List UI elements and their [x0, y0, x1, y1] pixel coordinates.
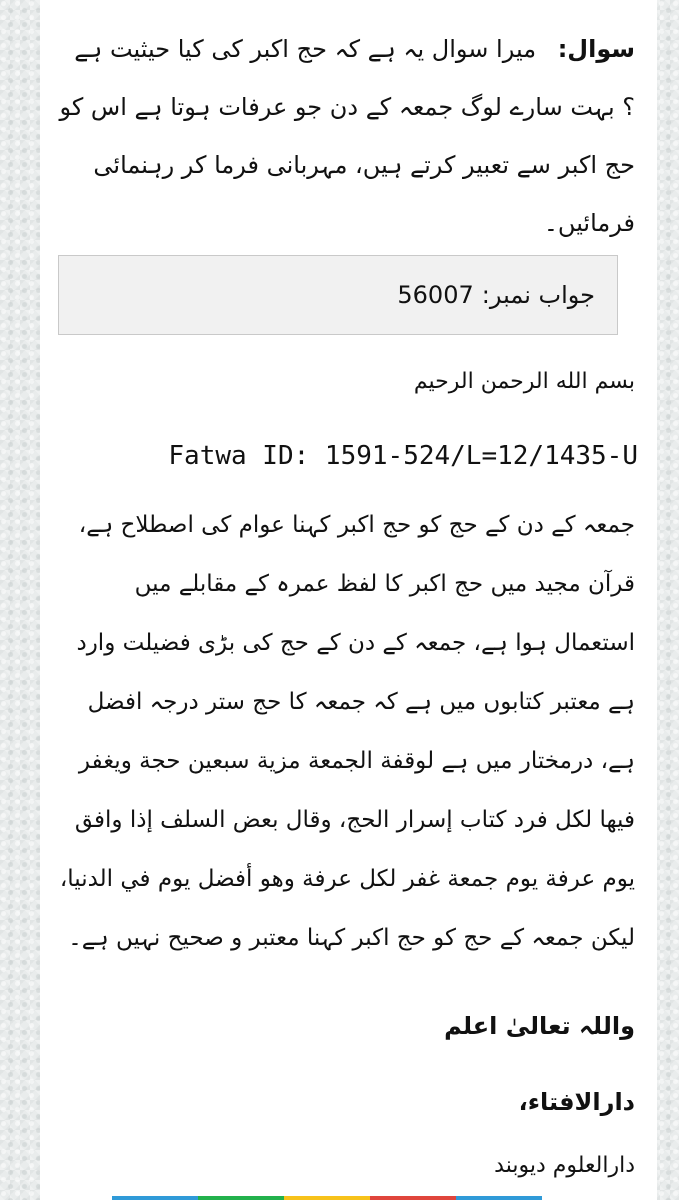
fatwa-id: Fatwa ID: 1591-524/L=12/1435-U: [168, 441, 638, 471]
bismillah: بسم الله الرحمن الرحيم: [413, 369, 635, 394]
signature-darul-uloom: دارالعلوم دیوبند: [494, 1153, 635, 1178]
signature-allah-knows-best: واللہ تعالیٰ اعلم: [444, 1012, 635, 1040]
bottom-bar-segment: [198, 1196, 284, 1200]
bottom-bar-segment: [284, 1196, 370, 1200]
answer-number-box: [58, 255, 618, 335]
question-block: [55, 20, 635, 252]
fatwa-page: [40, 0, 657, 1200]
answer-body: جمعہ کے دن کے حج کو حج اکبر کہنا عوام کی اصطلاح ہے، قرآن مجید میں حج اکبر کا لفظ عمرہ کے مقابلے میں استعمال ہوا ہے، جمعہ کے دن کے حج کی بڑی فضیلت وارد ہے معتبر کتابوں میں ہے کہ جمعہ کا حج ستر درجہ افضل ہے، درمختار میں ہے لوقفة الجمعة مزية سبعين حجة ويغفر فيها لكل فرد كتاب إسرار الحج، وقال بعض السلف إذا وافق يوم عرفة يوم جمعة غفر لكل عرفة وهو أفضل يوم في الدنيا، لیکن جمعہ کے حج کو حج اکبر کہنا معتبر و صحیح نہیں ہے۔: [59, 512, 635, 951]
bottom-color-bar: [112, 1196, 542, 1200]
answer-number-label: جواب نمبر:: [481, 281, 595, 309]
question-text: میرا سوال یہ ہے کہ حج اکبر کی کیا حیثیت ہے ؟ بہت سارے لوگ جمعہ کے دن جو عرفات ہوتا ہے اس کو حج اکبر سے تعبیر کرتے ہیں، مہربانی فرما کر رہنمائی فرمائیں۔: [59, 35, 635, 237]
answer-number-value: 56007: [397, 281, 474, 309]
bottom-bar-segment: [456, 1196, 542, 1200]
bottom-bar-segment: [370, 1196, 456, 1200]
signature-darul-ifta: دارالافتاء،: [518, 1088, 635, 1116]
question-label: سوال:: [557, 35, 635, 63]
bottom-bar-segment: [112, 1196, 198, 1200]
